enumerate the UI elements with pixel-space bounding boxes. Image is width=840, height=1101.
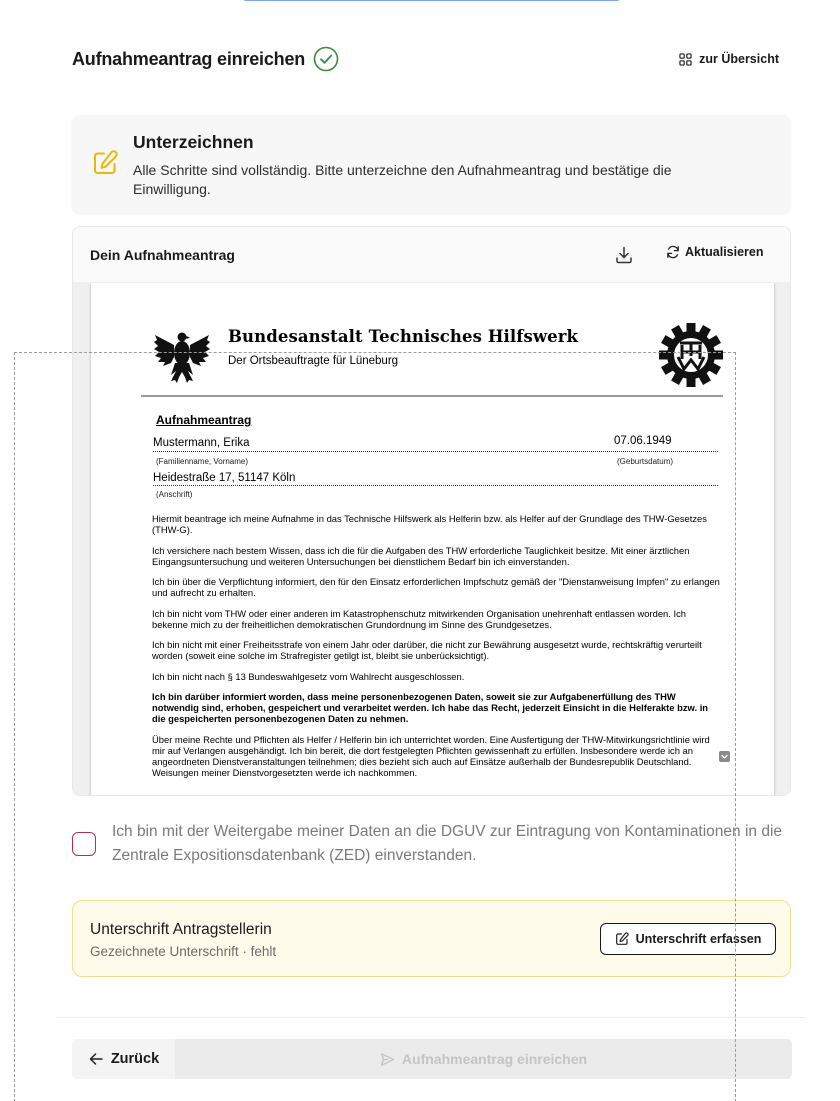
- capture-signature-button[interactable]: [600, 923, 776, 955]
- page-title-group: [72, 46, 339, 72]
- sign-info-card: [72, 115, 791, 213]
- send-icon: [380, 1052, 395, 1067]
- document-paragraph: Über meine Rechte und Pflichten als Helfer / Helferin bin ich unterrichtet worden. Eine Ausfertigung der THW-Mitwirkungsrichtlinie wird mir auf Verlangen ausgehändigt. Ich bin bereit, die dort festgelegten Pflichten gewissenhaft zu erfüllen. Insbesondere werde ich an angeordneten Dienstveranstaltungen teilnehmen; dies bezieht sich auch auf Einsätze außerhalb der Bundesrepublik Deutschland. Weisungen meiner Dienstvorgesetzten werde ich nachkommen.: [152, 733, 710, 778]
- overview-link[interactable]: [679, 52, 779, 66]
- document-paragraph: Ich bin nicht mit einer Freiheitsstrafe von einem Jahr oder darüber, die nicht zur Bewährung ausgesetzt wurde, rechtskräftig verurteilt worden (soweit eine solche im Strafregister getilgt ist, bleibt sie unberücksichtigt).: [152, 639, 702, 661]
- chevron-down-icon[interactable]: [719, 751, 730, 762]
- document-paragraph: Ich bin über die Verpflichtung informiert, den für den Einsatz erforderlichen Impfschutz gemäß der "Dienstanweisung Impfen" zu erlangen und aufrecht zu erhalten.: [152, 576, 720, 598]
- signature-title: Unterschrift Antragstellerin: [90, 921, 272, 938]
- name-caption: (Familienname, Vorname): [156, 457, 249, 466]
- footer-actions: [72, 1039, 792, 1079]
- sign-card-title: Unterzeichnen: [133, 132, 254, 152]
- document-page: [91, 283, 774, 796]
- pen-square-icon: [91, 149, 119, 177]
- sign-card-text: Alle Schritte sind vollständig. Bitte unterzeichne den Aufnahmeantrag und bestätige die Einwilligung.: [133, 162, 672, 197]
- overview-link-label: zur Übersicht: [699, 52, 779, 66]
- pen-square-icon: [615, 932, 629, 946]
- document-body: [152, 513, 722, 787]
- signature-status: Gezeichnete Unterschrift · fehlt: [90, 944, 277, 959]
- consent-checkbox[interactable]: [72, 832, 96, 856]
- arrow-left-icon: [88, 1051, 104, 1067]
- thw-gear-logo: [658, 322, 724, 388]
- download-icon[interactable]: [613, 244, 635, 266]
- address-dotted-line: [153, 485, 718, 486]
- submit-application-button[interactable]: [175, 1039, 792, 1079]
- page-title: Aufnahmeantrag einreichen: [72, 48, 306, 69]
- document-org-sub: Der Ortsbeauftragte für Lüneburg: [228, 355, 399, 367]
- back-button[interactable]: [72, 1039, 175, 1079]
- address-value: Heidestraße 17, 51147 Köln: [153, 472, 296, 484]
- capture-signature-label: Unterschrift erfassen: [635, 932, 762, 946]
- page-header: [72, 44, 779, 74]
- letterhead-rule: [141, 395, 723, 397]
- birthdate-caption: (Geburtsdatum): [617, 457, 674, 466]
- document-paragraph: Ich bin nicht nach § 13 Bundeswahlgesetz vom Wahlrecht ausgeschlossen.: [152, 670, 465, 682]
- document-viewer[interactable]: [73, 283, 791, 796]
- document-panel: [72, 226, 791, 796]
- consent-text: Ich bin mit der Weitergabe meiner Daten an die DGUV zur Eintragung von Kontaminationen in die Zentrale Expositionsdatenbank (ZED) einverstanden.: [112, 823, 783, 864]
- document-paragraph: Ich bin nicht vom THW oder einer anderen im Katastrophenschutz mitwirkenden Organisation unehrenhaft entlassen worden. Ich bekenne mich zu der freiheitlichen demokratischen Grundordnung im Sinne des Grundgesetzes.: [152, 607, 686, 630]
- name-value: Mustermann, Erika: [153, 437, 250, 449]
- footer-divider: [56, 1017, 806, 1018]
- refresh-button[interactable]: [666, 245, 764, 259]
- document-paragraph: Ich versichere nach bestem Wissen, dass ich die für die Aufgaben des THW erforderliche Tauglichkeit besitze. Mit einer ärztlichen Eingangsuntersuchung und weiteren Untersuchungen bei dienstlichem Bedarf bin ich einverstanden.: [152, 544, 690, 567]
- federal-eagle-icon: [151, 325, 213, 387]
- address-caption: (Anschrift): [156, 490, 193, 499]
- name-dotted-line: [153, 451, 718, 452]
- grid-icon: [679, 53, 692, 66]
- refresh-icon: [666, 245, 680, 259]
- document-panel-title: Dein Aufnahmeantrag: [90, 247, 235, 263]
- signature-card: [72, 900, 791, 977]
- refresh-label: Aktualisieren: [685, 245, 764, 259]
- back-button-label: Zurück: [110, 1051, 160, 1067]
- document-bold-paragraph: Ich bin darüber informiert worden, dass meine personenbezogenen Daten, soweit sie zur Aufgabenerfüllung des THW notwendig sind, erhoben, gespeichert und verarbeitet werden. Ich habe das Recht, jederzeit Einsicht in die Helferakte bzw. in die gespeicherten personenbezogenen Daten zu nehmen.: [152, 691, 709, 724]
- document-panel-header: [73, 227, 790, 283]
- submit-button-label: Aufnahmeantrag einreichen: [401, 1051, 588, 1067]
- birthdate-value: 07.06.1949: [614, 435, 672, 447]
- document-heading: Aufnahmeantrag: [156, 413, 252, 427]
- consent-row: [72, 820, 787, 868]
- top-accent-bar: [243, 0, 620, 1]
- document-org-name: Bundesanstalt Technisches Hilfswerk: [228, 327, 579, 346]
- document-paragraph: Hiermit beantrage ich meine Aufnahme in das Technische Hilfswerk als Helferin bzw. als Helfer auf der Grundlage des THW-Gesetzes (THW-G).: [152, 513, 707, 535]
- check-circle-icon: [313, 46, 339, 72]
